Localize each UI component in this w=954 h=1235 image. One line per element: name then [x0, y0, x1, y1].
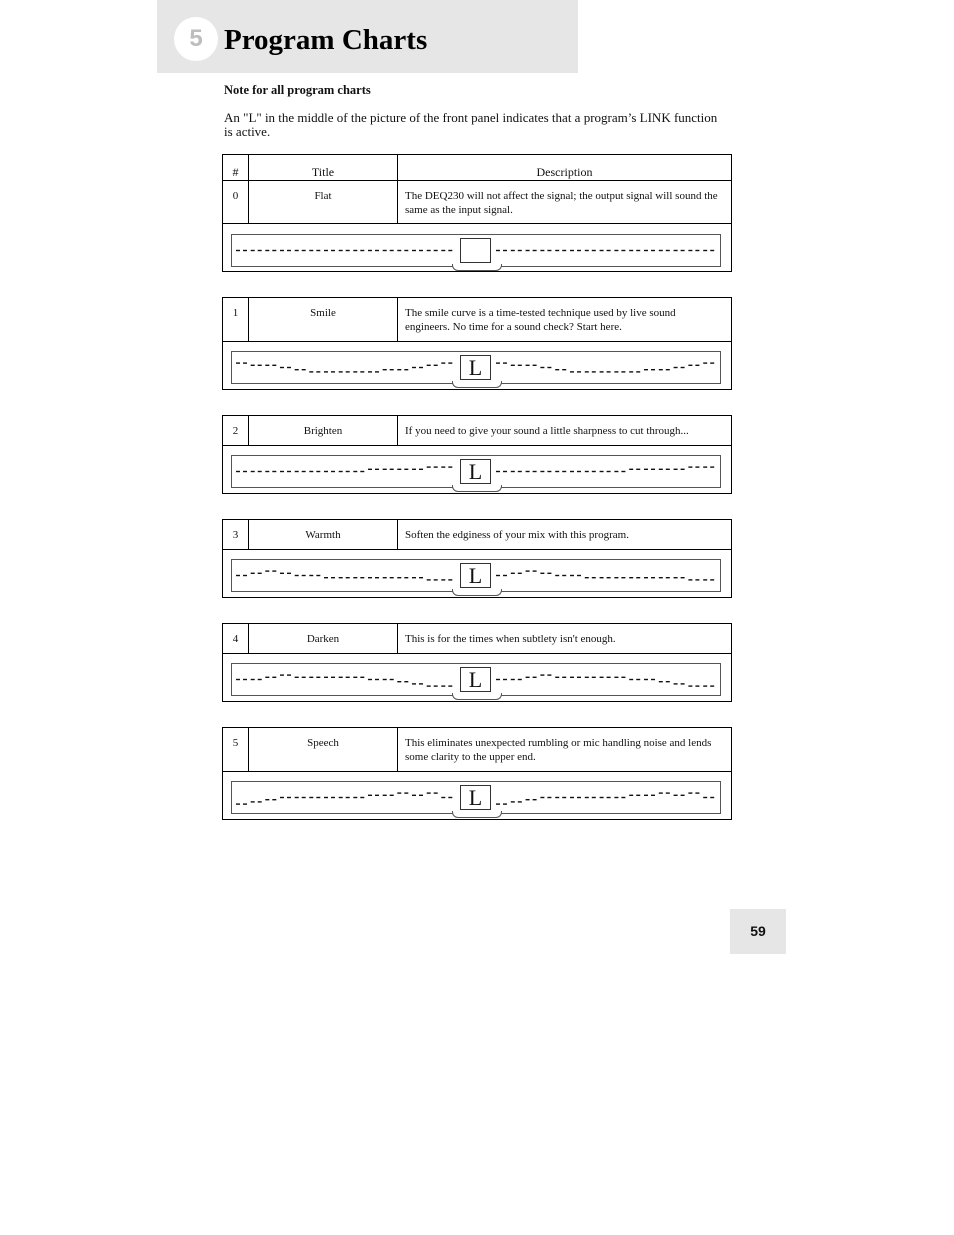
page-title: Program Charts: [224, 24, 428, 56]
table-row: [223, 520, 731, 550]
program-description: The DEQ230 will not affect the signal; the output signal will sound the same as the input signal.: [405, 190, 718, 216]
header-title: Title: [249, 155, 398, 180]
link-indicator: L: [460, 563, 491, 588]
table-row: [223, 416, 731, 446]
program-description: The smile curve is a time-tested technique used by live sound engineers. No time for a sound check? Start here.: [405, 307, 676, 333]
program-chart-1: [222, 297, 732, 390]
panel-tab: [452, 589, 502, 596]
program-chart-4: [222, 623, 732, 702]
program-number: 2: [223, 416, 249, 445]
table-row: [223, 624, 731, 654]
program-description: This eliminates unexpected rumbling or mic handling noise and lends some clarity to the upper end.: [405, 737, 712, 763]
header-num: #: [223, 155, 249, 180]
program-title: Brighten: [249, 416, 398, 445]
program-title: Warmth: [249, 520, 398, 549]
note-heading: Note for all program charts: [224, 83, 371, 97]
header-description: Description: [536, 165, 593, 179]
chapter-header: [157, 0, 578, 73]
program-title: Flat: [249, 181, 398, 223]
program-description: Soften the edginess of your mix with this program.: [405, 529, 629, 541]
panel-tab: [452, 485, 502, 492]
front-panel-picture: [231, 663, 721, 696]
program-chart-2: [222, 415, 732, 494]
front-panel-area: [223, 224, 731, 271]
front-panel-picture: [231, 455, 721, 488]
link-indicator: [460, 238, 491, 263]
program-chart-3: [222, 519, 732, 598]
program-number: 1: [223, 298, 249, 341]
front-panel-picture: [231, 351, 721, 384]
table-header-row: [223, 155, 731, 181]
program-number: 3: [223, 520, 249, 549]
front-panel-picture: [231, 559, 721, 592]
program-description: If you need to give your sound a little sharpness to cut through...: [405, 425, 689, 437]
program-title: Speech: [249, 728, 398, 771]
panel-tab: [452, 381, 502, 388]
link-indicator: L: [460, 459, 491, 484]
program-description: This is for the times when subtlety isn't enough.: [405, 633, 616, 645]
table-row: [223, 298, 731, 342]
chapter-number-badge: 5: [174, 17, 218, 61]
front-panel-area: [223, 342, 731, 389]
program-title: Smile: [249, 298, 398, 341]
program-chart-0: [222, 154, 732, 272]
front-panel-picture: [231, 781, 721, 814]
program-chart-5: [222, 727, 732, 820]
link-indicator: L: [460, 667, 491, 692]
front-panel-area: [223, 550, 731, 597]
program-number: 4: [223, 624, 249, 653]
link-indicator: L: [460, 355, 491, 380]
panel-tab: [452, 264, 502, 271]
front-panel-area: [223, 772, 731, 819]
program-number: 0: [223, 181, 249, 223]
program-number: 5: [223, 728, 249, 771]
panel-tab: [452, 811, 502, 818]
note-text: An "L" in the middle of the picture of the front panel indicates that a program’s LINK function is active.: [224, 110, 718, 139]
table-row: [223, 728, 731, 772]
table-row: [223, 181, 731, 224]
front-panel-area: [223, 654, 731, 701]
front-panel-picture: [231, 234, 721, 267]
page-number: 59: [730, 909, 786, 954]
program-title: Darken: [249, 624, 398, 653]
front-panel-area: [223, 446, 731, 493]
link-indicator: L: [460, 785, 491, 810]
panel-tab: [452, 693, 502, 700]
